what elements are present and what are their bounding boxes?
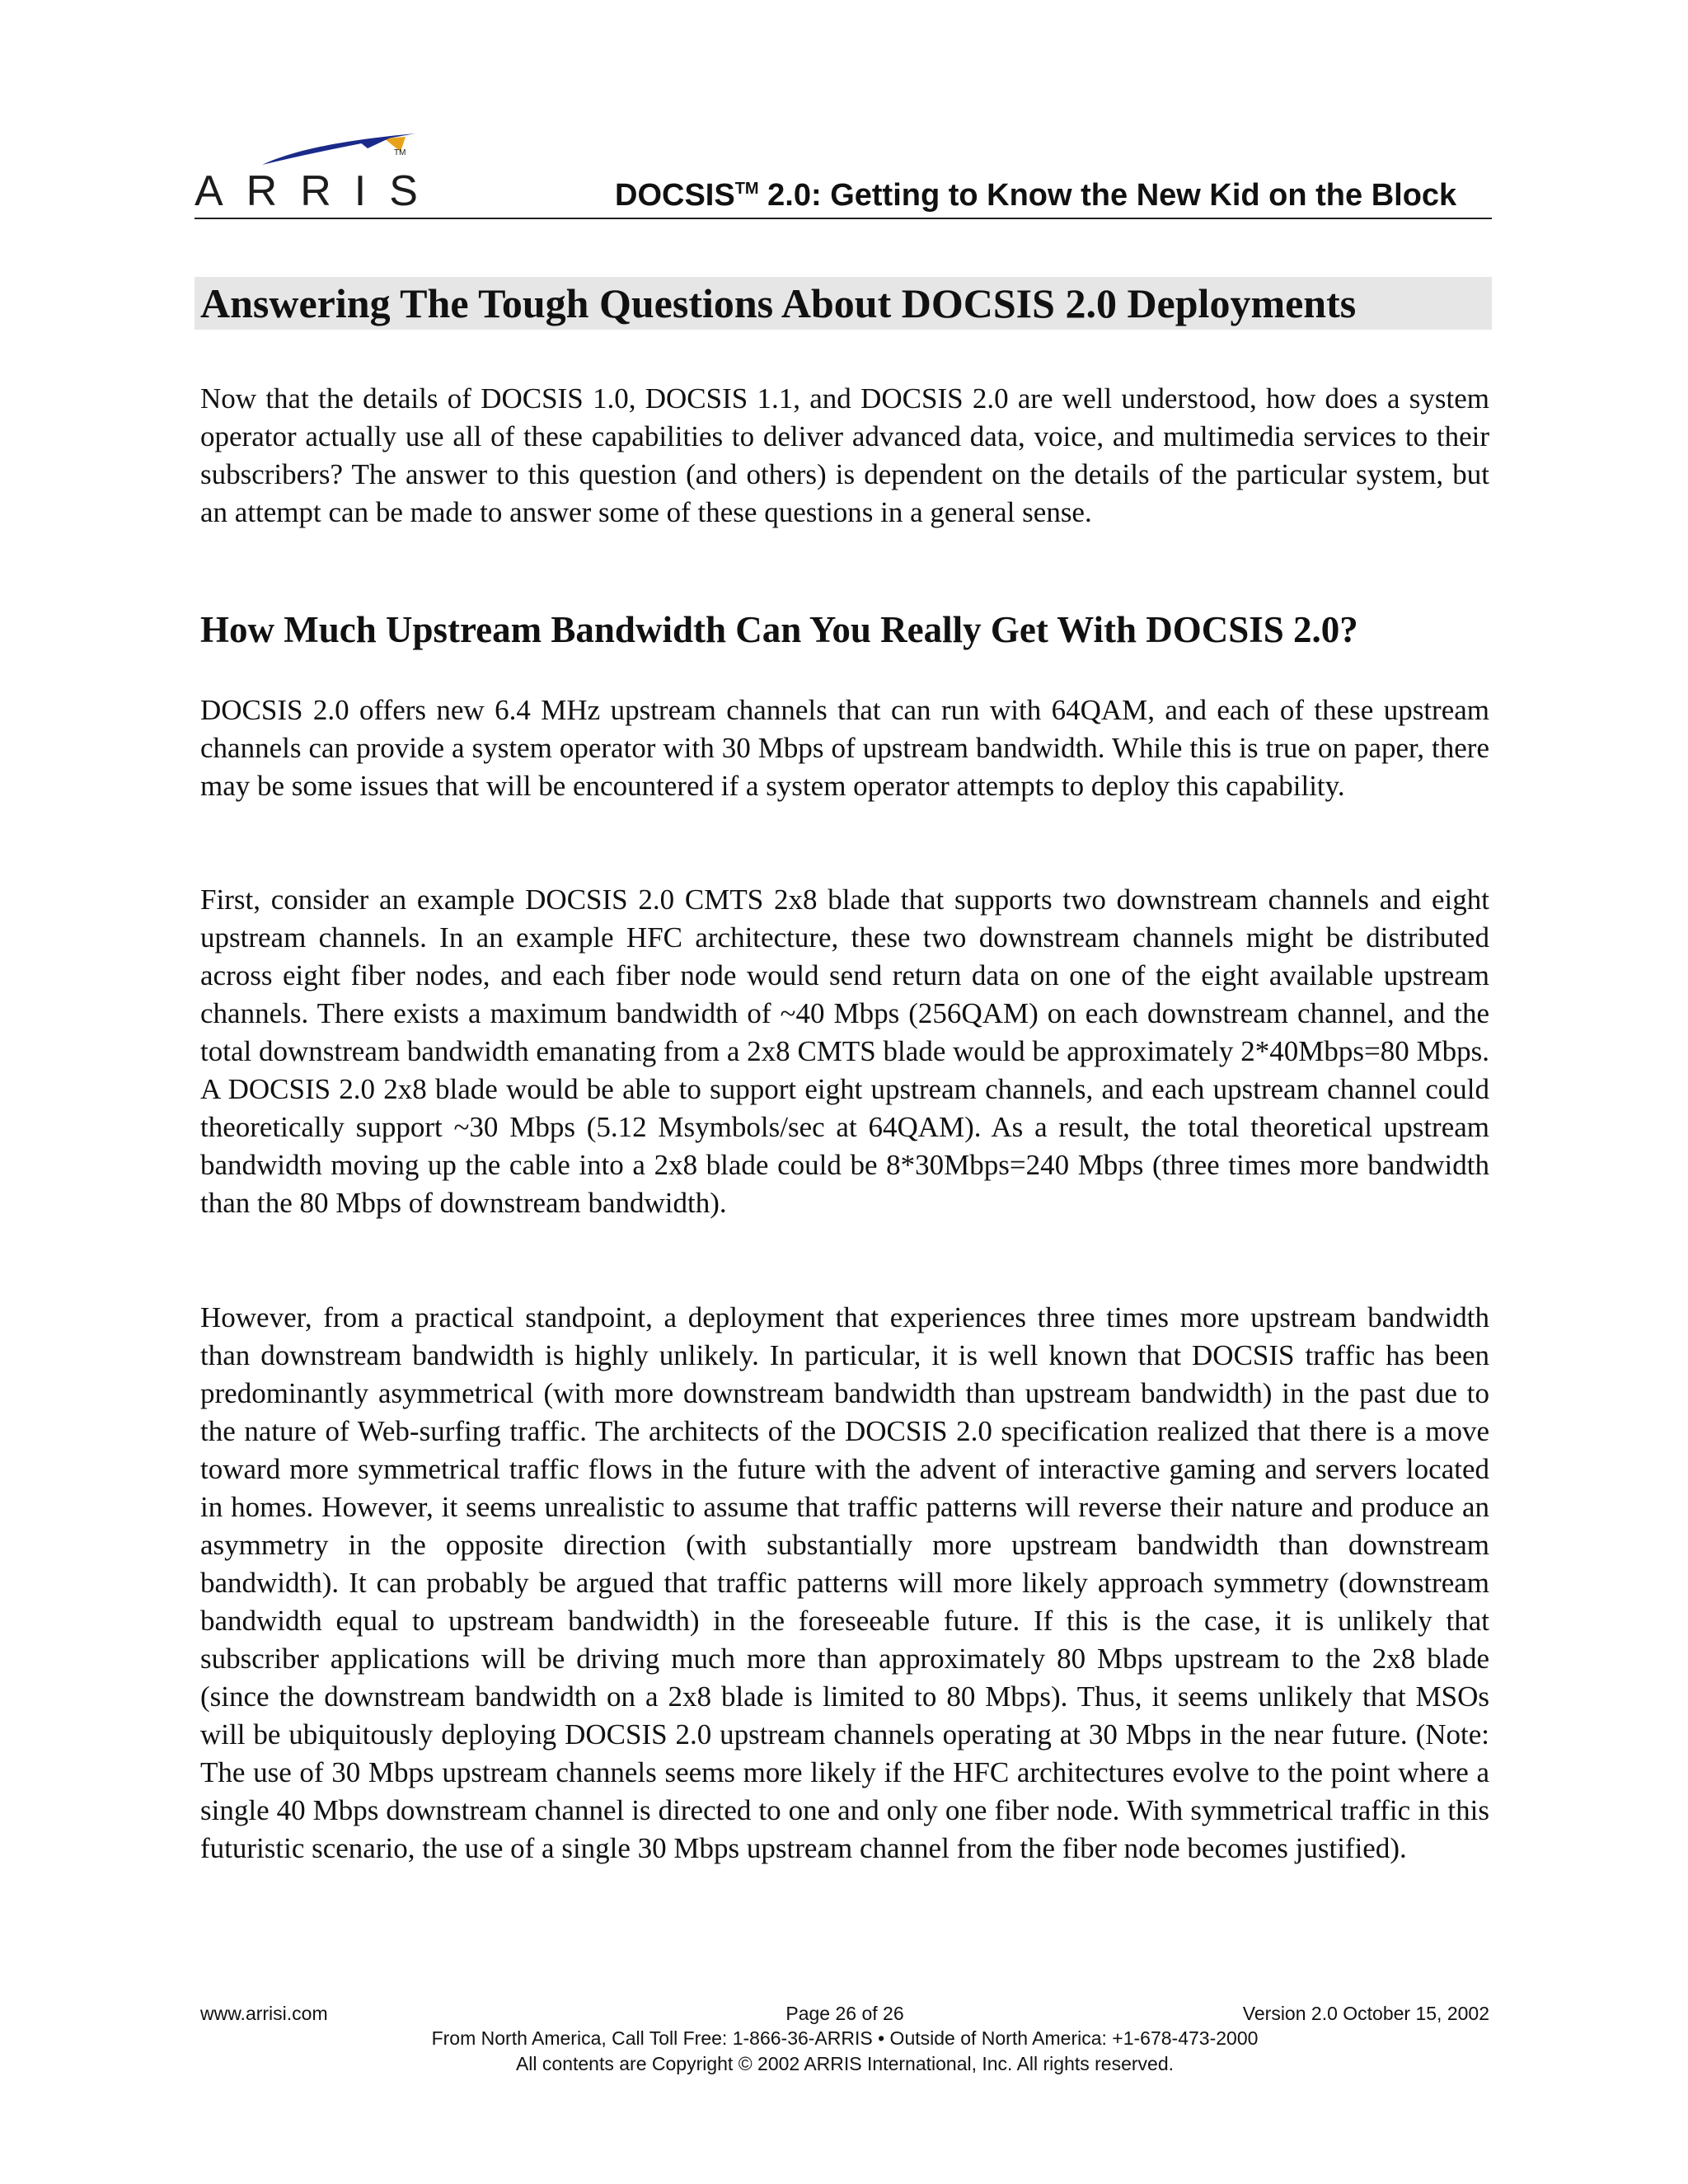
footer-page-number: Page 26 of 26 (785, 2003, 904, 2024)
header-title-suffix: 2.0: Getting to Know the New Kid on the Block (758, 178, 1457, 213)
footer-website-link[interactable]: www.arrisi.com (200, 2003, 328, 2024)
logo-trademark: TM (394, 148, 406, 157)
subsection-heading: How Much Upstream Bandwidth Can You Really Get With DOCSIS 2.0? (200, 609, 1358, 650)
intro-paragraph: Now that the details of DOCSIS 1.0, DOCSIS 1.1, and DOCSIS 2.0 are well understood, how does a system operator actually use all of these capabilities to deliver advanced data, voice, and multimedia services to their subscribers? The answer to this question (and others) is dependent on the details of the particular system, but an attempt can be made to answer some of these questions in a general sense. (200, 382, 1489, 528)
header-divider (195, 218, 1492, 219)
header-title-prefix: DOCSIS (615, 178, 735, 213)
body-paragraph: However, from a practical standpoint, a deployment that experiences three times more upstream bandwidth than downstream bandwidth is highly unlikely. In particular, it is well known that DOCSIS traffic has been predominantly asymmetrical (with more downstream bandwidth than upstream bandwidth) in the past due to the nature of Web-surfing traffic. The architects of the DOCSIS 2.0 specification realized that there is a move toward more symmetrical traffic flows in the future with the advent of interactive gaming and servers located in homes. However, it seems unrealistic to assume that traffic patterns will reverse their nature and produce an asymmetry in the opposite direction (with substantially more upstream bandwidth than downstream bandwidth). It can probably be argued that traffic patterns will more likely approach symmetry (downstream bandwidth equal to upstream bandwidth) in the foreseeable future. If this is the case, it is unlikely that subscriber applications will be driving much more than approximately 80 Mbps upstream to the 2x8 blade (since the downstream bandwidth on a 2x8 blade is limited to 80 Mbps). Thus, it seems unlikely that MSOs will be ubiquitously deploying DOCSIS 2.0 upstream channels operating at 30 Mbps in the near future. (Note: The use of 30 Mbps upstream channels seems more likely if the HFC architectures evolve to the point where a single 40 Mbps downstream channel is directed to one and only one fiber node. With symmetrical traffic in this futuristic scenario, the use of a single 30 Mbps upstream channel from the fiber node becomes justified). (200, 1301, 1489, 1864)
logo-wordmark: ARRIS (195, 167, 441, 215)
document-header-title (615, 178, 1472, 213)
footer-copyright: All contents are Copyright © 2002 ARRIS International, Inc. All rights reserved. (515, 2053, 1175, 2074)
section-heading: Answering The Tough Questions About DOCSIS 2.0 Deployments (200, 280, 1357, 326)
body-paragraph: DOCSIS 2.0 offers new 6.4 MHz upstream channels that can run with 64QAM, and each of these upstream channels can provide a system operator with 30 Mbps of upstream bandwidth. While this is true on paper, there may be some issues that will be encountered if a system operator attempts to deploy this capability. (200, 694, 1489, 802)
footer-version: Version 2.0 October 15, 2002 (1242, 2003, 1489, 2024)
body-paragraph: First, consider an example DOCSIS 2.0 CMTS 2x8 blade that supports two downstream channels and eight upstream channels. In an example HFC architecture, these two downstream channels might be distributed across eight fiber nodes, and each fiber node would send return data on one of the eight available upstream channels. There exists a maximum bandwidth of ~40 Mbps (256QAM) on each downstream channel, and the total downstream bandwidth emanating from a 2x8 CMTS blade would be approximately 2*40Mbps=80 Mbps. A DOCSIS 2.0 2x8 blade would be able to support eight upstream channels, and each upstream channel could theoretically support ~30 Mbps (5.12 Msymbols/sec at 64QAM). As a result, the total theoretical upstream bandwidth moving up the cable into a 2x8 blade could be 8*30Mbps=240 Mbps (three times more bandwidth than the 80 Mbps of downstream bandwidth). (200, 883, 1489, 1219)
header-title-trademark: TM (734, 180, 759, 198)
footer-row (200, 2003, 1489, 2027)
footer-contact: From North America, Call Toll Free: 1-866-36-ARRIS • Outside of North America: +1-678-473-2000 (431, 2027, 1259, 2049)
arris-logo (195, 132, 441, 215)
